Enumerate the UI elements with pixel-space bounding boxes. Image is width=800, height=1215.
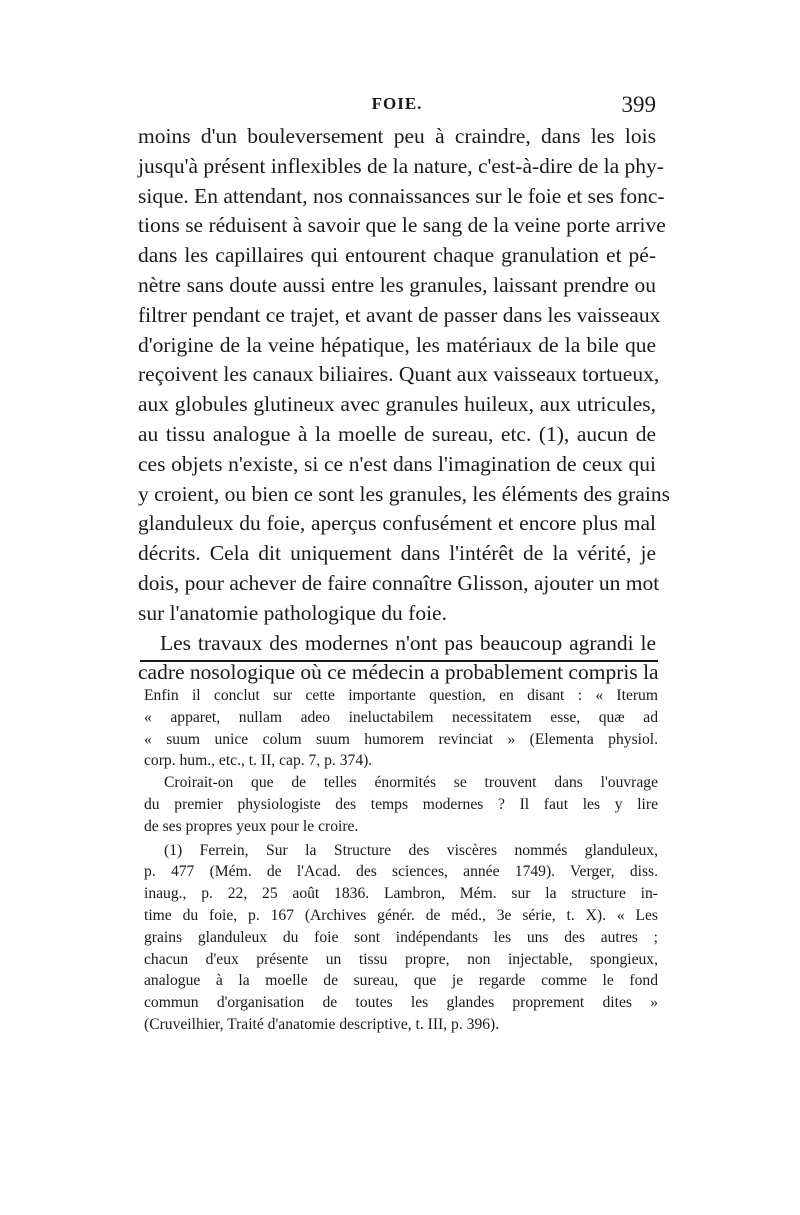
- page-number: 399: [621, 92, 656, 117]
- text-line: décrits. Cela dit uniquement dans l'intérêt de la vérité, je: [138, 541, 656, 566]
- footnote-line: analogue à la moelle de sureau, que je regarde comme le fond: [144, 972, 658, 990]
- text-line: glanduleux du foie, aperçus confusément et encore plus mal: [138, 511, 656, 536]
- footnote-line: Enfin il conclut sur cette importante question, en disant : « Iterum: [144, 687, 658, 704]
- text-line: dois, pour achever de faire connaître Glisson, ajouter un mot: [138, 570, 660, 595]
- footnote-line: chacun d'eux présente un tissu propre, non injectable, spongieux,: [144, 950, 658, 968]
- text-line: moins d'un bouleversement peu à craindre, dans les lois: [138, 124, 656, 148]
- text-line: d'origine de la veine hépatique, les matériaux de la bile que: [138, 332, 656, 357]
- running-head: [138, 92, 656, 118]
- footnote-line: time du foie, p. 167 (Archives génér. de méd., 3e série, t. X). « Les: [144, 906, 658, 924]
- footnote-line: du premier physiologiste des temps modernes ? Il faut les y lire: [144, 795, 658, 813]
- footnote-line: grains glanduleux du foie sont indépendants les uns des autres ;: [144, 928, 658, 946]
- footnote-line: p. 477 (Mém. de l'Acad. des sciences, année 1749). Verger, diss.: [144, 863, 658, 881]
- footnote-line: corp. hum., etc., t. II, cap. 7, p. 374).: [144, 752, 373, 770]
- footnote-line: commun d'organisation de toutes les glandes proprement dites »: [144, 994, 658, 1012]
- footnote-line: « suum unice colum suum humorem revinciat » (Elementa physiol.: [144, 730, 658, 748]
- text-line: tions se réduisent à savoir que le sang de la veine porte arrive: [138, 213, 666, 238]
- text-line: ces objets n'existe, si ce n'est dans l'imagination de ceux qui: [138, 451, 656, 476]
- footnote-separator-rule: [140, 660, 658, 662]
- text-line: y croient, ou bien ce sont les granules, les éléments des grains: [138, 481, 670, 506]
- text-line: jusqu'à présent inflexibles de la nature, c'est-à-dire de la phy-: [138, 153, 664, 178]
- footnote-line: de ses propres yeux pour le croire.: [144, 817, 359, 835]
- paragraph-start-line: Les travaux des modernes n'ont pas beaucoup agrandi le: [160, 630, 656, 655]
- text-line: filtrer pendant ce trajet, et avant de passer dans les vaisseaux: [138, 302, 661, 327]
- footnote-line: « apparet, nullam adeo ineluctabilem necessitatem esse, quæ ad: [144, 708, 658, 726]
- text-line: au tissu analogue à la moelle de sureau, etc. (1), aucun de: [138, 421, 656, 446]
- footnote-line: inaug., p. 22, 25 août 1836. Lambron, Mém. sur la structure in-: [144, 885, 658, 903]
- footnote-line: (Cruveilhier, Traité d'anatomie descriptive, t. III, p. 396).: [144, 1015, 500, 1033]
- text-line: cadre nosologique où ce médecin a probablement compris la: [138, 660, 659, 685]
- footnote-line: Croirait-on que de telles énormités se trouvent dans l'ouvrage: [164, 774, 658, 792]
- text-line: reçoivent les canaux biliaires. Quant aux vaisseaux tortueux,: [138, 362, 660, 387]
- text-line: nètre sans doute aussi entre les granules, laissant prendre ou: [138, 272, 656, 297]
- text-line: aux globules glutineux avec granules huileux, aux utricules,: [138, 392, 656, 417]
- footnotes: [144, 685, 658, 1036]
- running-title: FOIE.: [371, 94, 423, 113]
- text-line: sur l'anatomie pathologique du foie.: [138, 600, 447, 625]
- footnote-line: (1) Ferrein, Sur la Structure des viscères nommés glanduleux,: [164, 841, 658, 859]
- text-line: dans les capillaires qui entourent chaque granulation et pé-: [138, 243, 656, 268]
- main-text: [138, 122, 670, 688]
- text-line: sique. En attendant, nos connaissances sur le foie et ses fonc-: [138, 183, 665, 208]
